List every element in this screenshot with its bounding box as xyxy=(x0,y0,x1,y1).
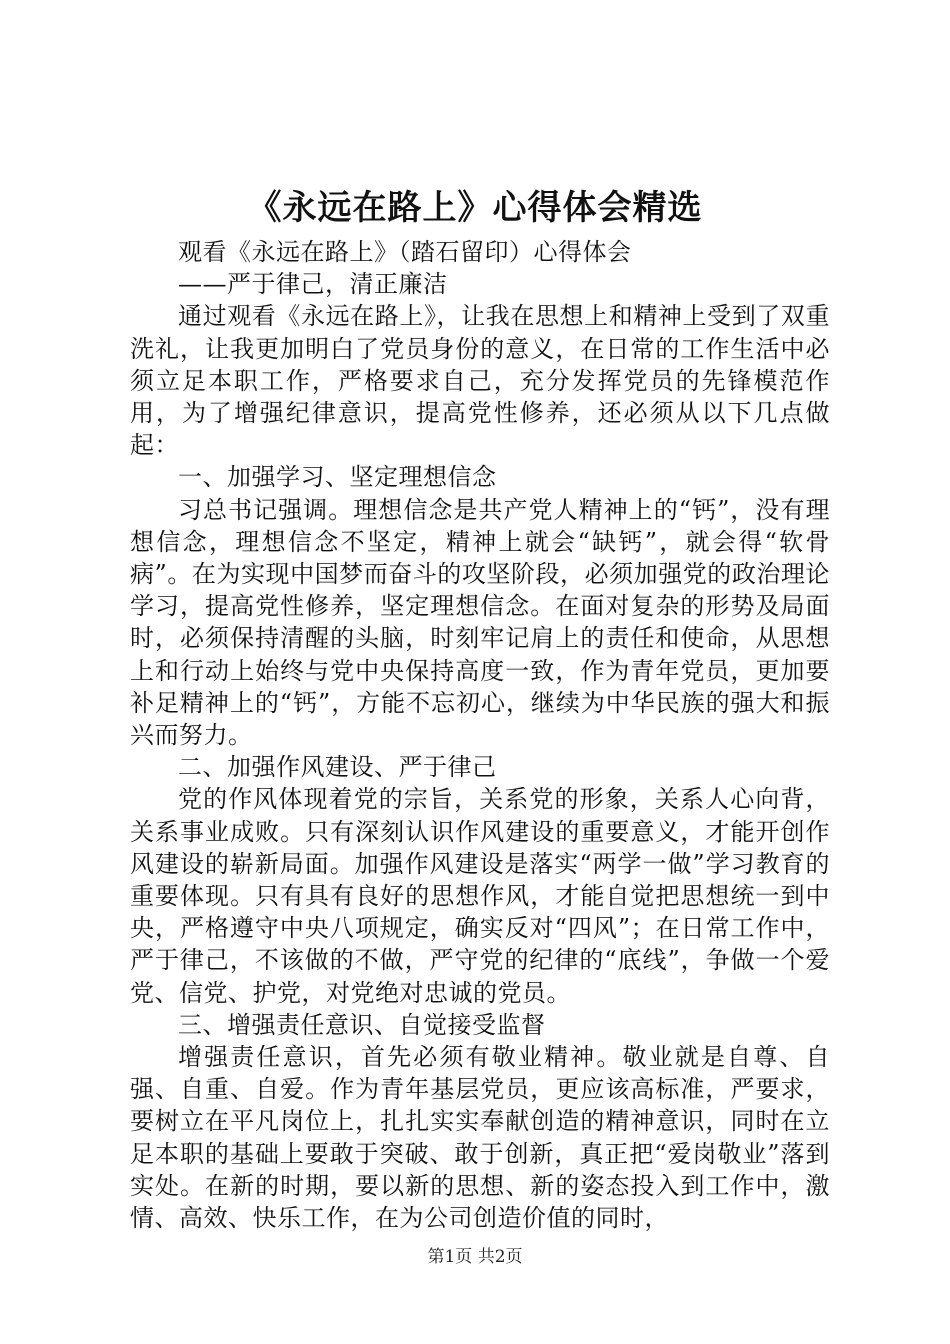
section-heading-2: 二、加强作风建设、严于律己 xyxy=(178,753,497,782)
motto: ——严于律己，清正廉洁 xyxy=(178,270,448,299)
section-heading-1: 一、加强学习、坚定理想信念 xyxy=(178,463,497,492)
section-heading-3: 三、增强责任意识、自觉接受监督 xyxy=(178,1010,546,1039)
paragraph-section-1: 习总书记强调。理想信念是共产党人精神上的“钙”，没有理想信念，理想信念不坚定，精神上就会“缺钙”，就会得“软骨病”。在为实现中国梦而奋斗的攻坚阶段，必须加强党的政治理论学习，提高党性修养，坚定理想信念。在面对复杂的形势及局面时，必须保持清醒的头脑，时刻牢记肩上的责任和使命，从思想上和行动上始终与党中央保持高度一致，作为青年党员，更加要补足精神上的“钙”，方能不忘初心，继续为中华民族的强大和振兴而努力。 xyxy=(130,495,830,750)
page-number: 第1页 共2页 xyxy=(427,1247,523,1267)
document-body xyxy=(130,236,830,1234)
paragraph-section-3: 增强责任意识，首先必须有敬业精神。敬业就是自尊、自强、自重、自爱。作为青年基层党员，更应该高标准，严要求，要树立在平凡岗位上，扎扎实实奉献创造的精神意识，同时在立足本职的基础上要敢于突破、敢于创新，真正把“爱岗敬业”落到实处。在新的时期，要以新的思想、新的姿态投入到工作中，激情、高效、快乐工作，在为公司创造价值的同时， xyxy=(130,1043,830,1233)
paragraph-section-2: 党的作风体现着党的宗旨，关系党的形象，关系人心向背，关系事业成败。只有深刻认识作风建设的重要意义，才能开创作风建设的崭新局面。加强作风建设是落实“两学一做”学习教育的重要体现。只有具有良好的思想作风，才能自觉把思想统一到中央，严格遵守中央八项规定，确实反对“四风”；在日常工作中，严于律己，不该做的不做，严守党的纪律的“底线”，争做一个爱党、信党、护党，对党绝对忠诚的党员。 xyxy=(130,785,830,1007)
paragraph-intro: 通过观看《永远在路上》，让我在思想上和精神上受到了双重洗礼，让我更加明白了党员身份的意义，在日常的工作生活中必须立足本职工作，严格要求自己，充分发挥党员的先锋模范作用，为了增强纪律意识，提高党性修养，还必须从以下几点做起： xyxy=(130,302,830,460)
subtitle: 观看《永远在路上》（踏石留印）心得体会 xyxy=(178,238,632,266)
document-title: 《永远在路上》心得体会精选 xyxy=(247,188,703,228)
